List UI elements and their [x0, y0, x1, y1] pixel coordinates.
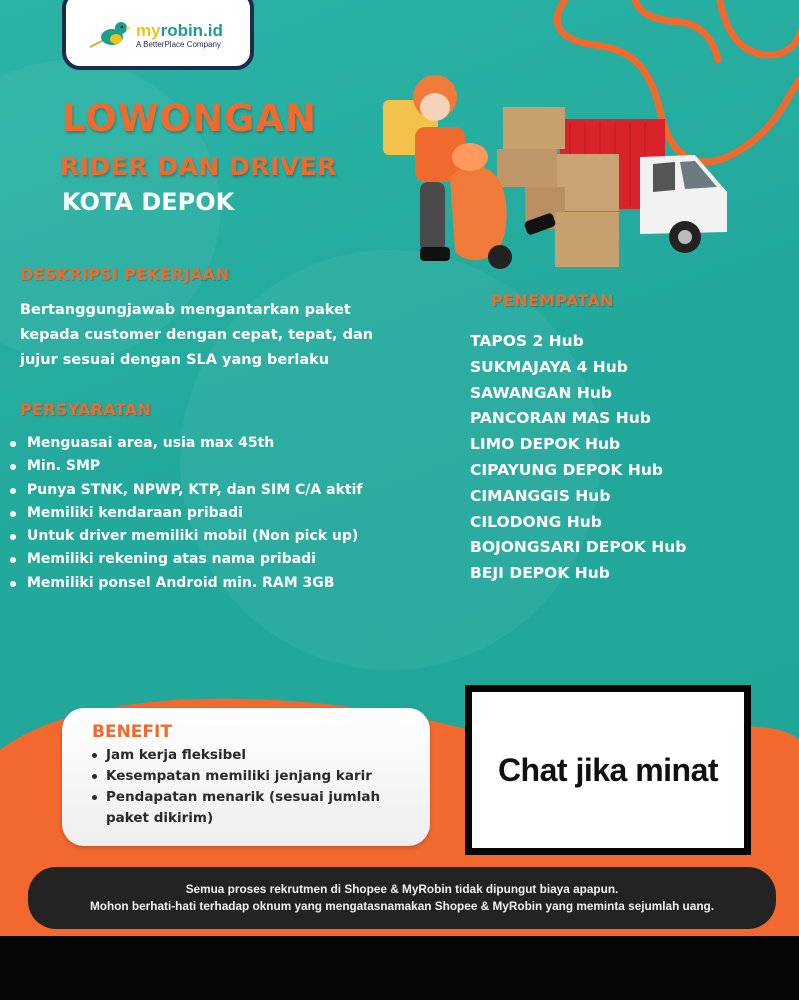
delivery-illustration: [375, 62, 765, 292]
brand-tagline: A BetterPlace Company: [136, 39, 221, 49]
list-item: Memiliki kendaraan pribadi: [10, 502, 362, 525]
warning-notice: [28, 867, 776, 929]
list-item: LIMO DEPOK Hub: [470, 435, 621, 454]
headline-subtitle: RIDER DAN DRIVER: [60, 152, 338, 181]
headline-title: LOWONGAN: [62, 97, 317, 140]
list-item: SAWANGAN Hub: [470, 383, 613, 402]
list-item: PANCORAN MAS Hub: [470, 409, 651, 428]
headline-city: KOTA DEPOK: [62, 188, 235, 216]
list-item: SUKMAJAYA 4 Hub: [470, 357, 628, 376]
bird-logo-icon: [88, 20, 132, 50]
brand-name-part2: robin.id: [160, 20, 223, 40]
description-body: Bertanggungjawab mengantarkan paket kepada customer dengan cepat, tepat, dan jujur sesuai dengan SLA yang berlaku: [20, 302, 374, 368]
list-item: Jam kerja fleksibel: [92, 745, 402, 766]
requirements-list: [10, 432, 362, 595]
list-item: Punya STNK, NPWP, KTP, dan SIM C/A aktif: [10, 479, 362, 502]
bottom-black-bar: [0, 936, 799, 1000]
chat-cta-box[interactable]: [465, 685, 751, 855]
list-item: Kesempatan memiliki jenjang karir: [92, 766, 402, 787]
placement-heading: PENEMPATAN: [491, 291, 614, 310]
placement-hub-list: [470, 329, 686, 587]
list-item: Memiliki ponsel Android min. RAM 3GB: [10, 572, 362, 595]
notice-line-2: Mohon berhati-hati terhadap oknum yang mengatasnamakan Shopee & MyRobin yang meminta sejumlah uang.: [89, 899, 715, 913]
list-item: BOJONGSARI DEPOK Hub: [470, 538, 687, 557]
notice-line-1: Semua proses rekrutmen di Shopee & MyRobin tidak dipungut biaya apapun.: [185, 882, 619, 896]
brand-name-part1: my: [136, 20, 161, 40]
list-item: Memiliki rekening atas nama pribadi: [10, 548, 362, 571]
list-item: TAPOS 2 Hub: [470, 332, 584, 350]
list-item: Pendapatan menarik (sesuai jumlah paket dikirim): [92, 787, 402, 829]
list-item: Untuk driver memiliki mobil (Non pick up): [10, 525, 362, 548]
brand-logo: [62, 0, 254, 70]
list-item: Min. SMP: [10, 455, 362, 478]
benefit-heading: BENEFIT: [92, 722, 172, 742]
list-item: CIPAYUNG DEPOK Hub: [470, 460, 663, 479]
requirements-heading: PERSYARATAN: [20, 400, 152, 419]
list-item: CIMANGGIS Hub: [470, 486, 611, 505]
brand-name: [136, 22, 223, 40]
benefit-card: [62, 708, 430, 846]
list-item: BEJI DEPOK Hub: [470, 564, 610, 583]
list-item: CILODONG Hub: [470, 512, 602, 531]
chat-cta-label: Chat jika minat: [497, 751, 719, 788]
benefit-list: [92, 745, 430, 829]
list-item: Menguasai area, usia max 45th: [10, 432, 362, 455]
description-heading: DESKRIPSI PEKERJAAN: [20, 265, 230, 284]
